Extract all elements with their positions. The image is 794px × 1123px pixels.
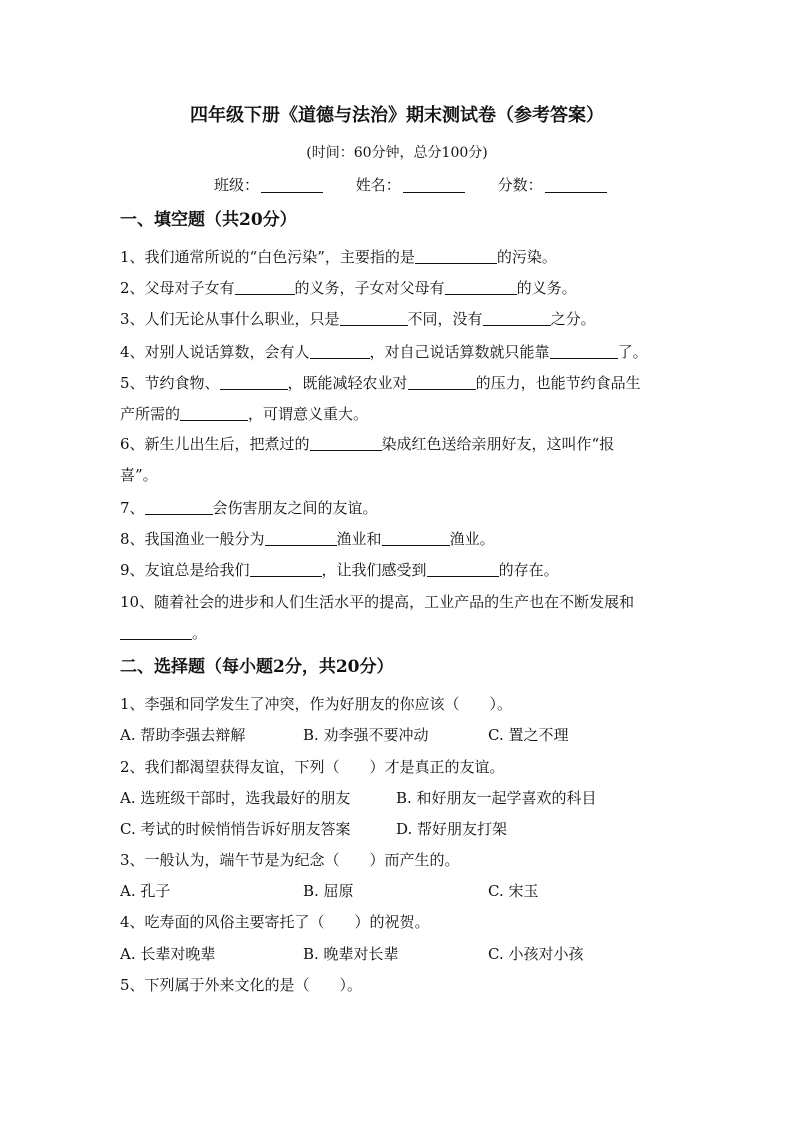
s2-q1-option-b[interactable]: B. 劝李强不要冲动 <box>303 726 429 744</box>
class-label: 班级： <box>214 176 260 194</box>
score-field <box>498 172 607 198</box>
s2-q3-option-c[interactable]: C. 宋玉 <box>488 882 539 900</box>
s1-question-6-line-1 <box>120 430 680 458</box>
s2-q2-option-a[interactable]: A. 选班级干部时，选我最好的朋友 <box>120 789 351 807</box>
answer-blank[interactable] <box>250 559 322 577</box>
s1-question-9 <box>120 556 680 584</box>
s2-q3-option-b[interactable]: B. 屈原 <box>303 882 354 900</box>
answer-blank[interactable] <box>382 528 450 546</box>
s2-q1-option-a[interactable]: A. 帮助李强去辩解 <box>120 726 246 744</box>
s1-q8-text-a: 8、我国渔业一般分为 <box>120 530 265 548</box>
exam-title: 四年级下册《道德与法治》期末测试卷（参考答案） <box>190 105 604 126</box>
s1-question-10-line-1 <box>120 588 680 616</box>
s1-q1-text-a: 1、我们通常所说的“白色污染”，主要指的是 <box>120 248 415 266</box>
s1-q4-text-b: ，对自己说话算数就只能靠 <box>369 343 550 361</box>
s1-question-10-line-2 <box>120 619 680 647</box>
s1-question-1 <box>120 243 680 271</box>
s2-q3-option-a[interactable]: A. 孔子 <box>120 882 171 900</box>
answer-blank[interactable] <box>235 277 295 295</box>
s1-question-4 <box>120 338 680 366</box>
answer-blank[interactable] <box>220 372 288 390</box>
exam-subtitle: (时间：60分钟，总分100分) <box>306 145 488 161</box>
name-label: 姓名： <box>355 176 401 194</box>
s1-q3-text-a: 3、人们无论从事什么职业，只是 <box>120 310 340 328</box>
answer-blank[interactable] <box>550 341 618 359</box>
s1-q3-text-b: 不同，没有 <box>407 310 483 328</box>
s1-q5-text-e: ，可谓意义重大。 <box>248 405 369 423</box>
s2-q4-option-b[interactable]: B. 晚辈对长辈 <box>303 945 399 963</box>
s1-q9-text-c: 的存在。 <box>498 561 559 579</box>
answer-blank[interactable] <box>310 433 382 451</box>
answer-blank[interactable] <box>310 341 370 359</box>
s2-q2-option-d[interactable]: D. 帮好朋友打架 <box>396 820 508 838</box>
s1-q8-text-c: 渔业。 <box>449 530 495 548</box>
s1-q5-text-b: ，既能减轻农业对 <box>287 374 408 392</box>
answer-blank[interactable] <box>483 308 551 326</box>
s2-question-1-stem: 1、李强和同学发生了冲突，作为好朋友的你应该（ ）。 <box>120 695 513 713</box>
s1-q7-text-b: 会伤害朋友之间的友谊。 <box>212 499 378 517</box>
s2-q4-option-a[interactable]: A. 长辈对晚辈 <box>120 945 216 963</box>
answer-blank[interactable] <box>445 277 517 295</box>
score-blank[interactable] <box>545 176 607 193</box>
answer-blank[interactable] <box>415 246 497 264</box>
s1-q2-text-c: 的义务。 <box>516 279 577 297</box>
score-label: 分数： <box>497 176 543 194</box>
s1-question-5-line-1 <box>120 369 680 397</box>
s1-q10-text-b: 。 <box>192 624 208 642</box>
s1-q4-text-c: 了。 <box>617 343 648 361</box>
class-field <box>214 172 323 198</box>
s1-q10-text-a: 10、随着社会的进步和人们生活水平的提高，工业产品的生产也在不断发展和 <box>120 593 635 611</box>
s2-q2-option-c[interactable]: C. 考试的时候悄悄告诉好朋友答案 <box>120 820 351 838</box>
s2-question-2-stem: 2、我们都渴望获得友谊，下列（ ）才是真正的友谊。 <box>120 758 505 776</box>
answer-blank[interactable] <box>340 308 408 326</box>
s2-question-5-stem: 5、下列属于外来文化的是（ ）。 <box>120 976 363 994</box>
name-field <box>356 172 465 198</box>
answer-blank[interactable] <box>427 559 499 577</box>
section2-heading: 二、选择题（每小题2分，共20分） <box>120 657 394 677</box>
s1-question-2 <box>120 274 680 302</box>
s1-q6-text-b: 染成红色送给亲朋好友，这叫作“报 <box>381 435 615 453</box>
s2-question-3-stem: 3、一般认为，端午节是为纪念（ ）而产生的。 <box>120 851 460 869</box>
s1-q3-text-c: 之分。 <box>550 310 596 328</box>
s1-q5-text-a: 5、节约食物、 <box>120 374 220 392</box>
answer-blank[interactable] <box>180 403 248 421</box>
s1-q7-text-a: 7、 <box>120 499 145 517</box>
s2-q1-option-c[interactable]: C. 置之不理 <box>488 726 569 744</box>
s1-question-5-line-2 <box>120 400 680 428</box>
student-info-row <box>214 172 635 198</box>
s1-q5-text-d: 产所需的 <box>120 405 181 423</box>
s1-q5-text-c: 的压力，也能节约食品生 <box>475 374 641 392</box>
s1-q9-text-a: 9、友谊总是给我们 <box>120 561 250 579</box>
s1-question-8 <box>120 525 680 553</box>
s1-q2-text-b: 的义务，子女对父母有 <box>294 279 445 297</box>
answer-blank[interactable] <box>145 497 213 515</box>
name-blank[interactable] <box>403 176 465 193</box>
s2-q2-option-b[interactable]: B. 和好朋友一起学喜欢的科目 <box>396 789 597 807</box>
s2-q4-option-c[interactable]: C. 小孩对小孩 <box>488 945 584 963</box>
s2-question-4-stem: 4、吃寿面的风俗主要寄托了（ ）的祝贺。 <box>120 913 430 931</box>
s1-q9-text-b: ，让我们感受到 <box>321 561 427 579</box>
answer-blank[interactable] <box>120 622 192 640</box>
s1-q1-text-b: 的污染。 <box>496 248 557 266</box>
s1-question-7 <box>120 494 680 522</box>
s1-q6-text-a: 6、新生儿出生后，把煮过的 <box>120 435 310 453</box>
s1-q2-text-a: 2、父母对子女有 <box>120 279 235 297</box>
section1-heading: 一、填空题（共20分） <box>120 210 297 230</box>
class-blank[interactable] <box>261 176 323 193</box>
s1-q6-text-c: 喜”。 <box>120 466 158 484</box>
s1-q4-text-a: 4、对别人说话算数，会有人 <box>120 343 310 361</box>
answer-blank[interactable] <box>265 528 337 546</box>
s1-q8-text-b: 渔业和 <box>336 530 382 548</box>
s1-question-3 <box>120 305 680 333</box>
answer-blank[interactable] <box>408 372 476 390</box>
s1-question-6-line-2 <box>120 461 680 489</box>
